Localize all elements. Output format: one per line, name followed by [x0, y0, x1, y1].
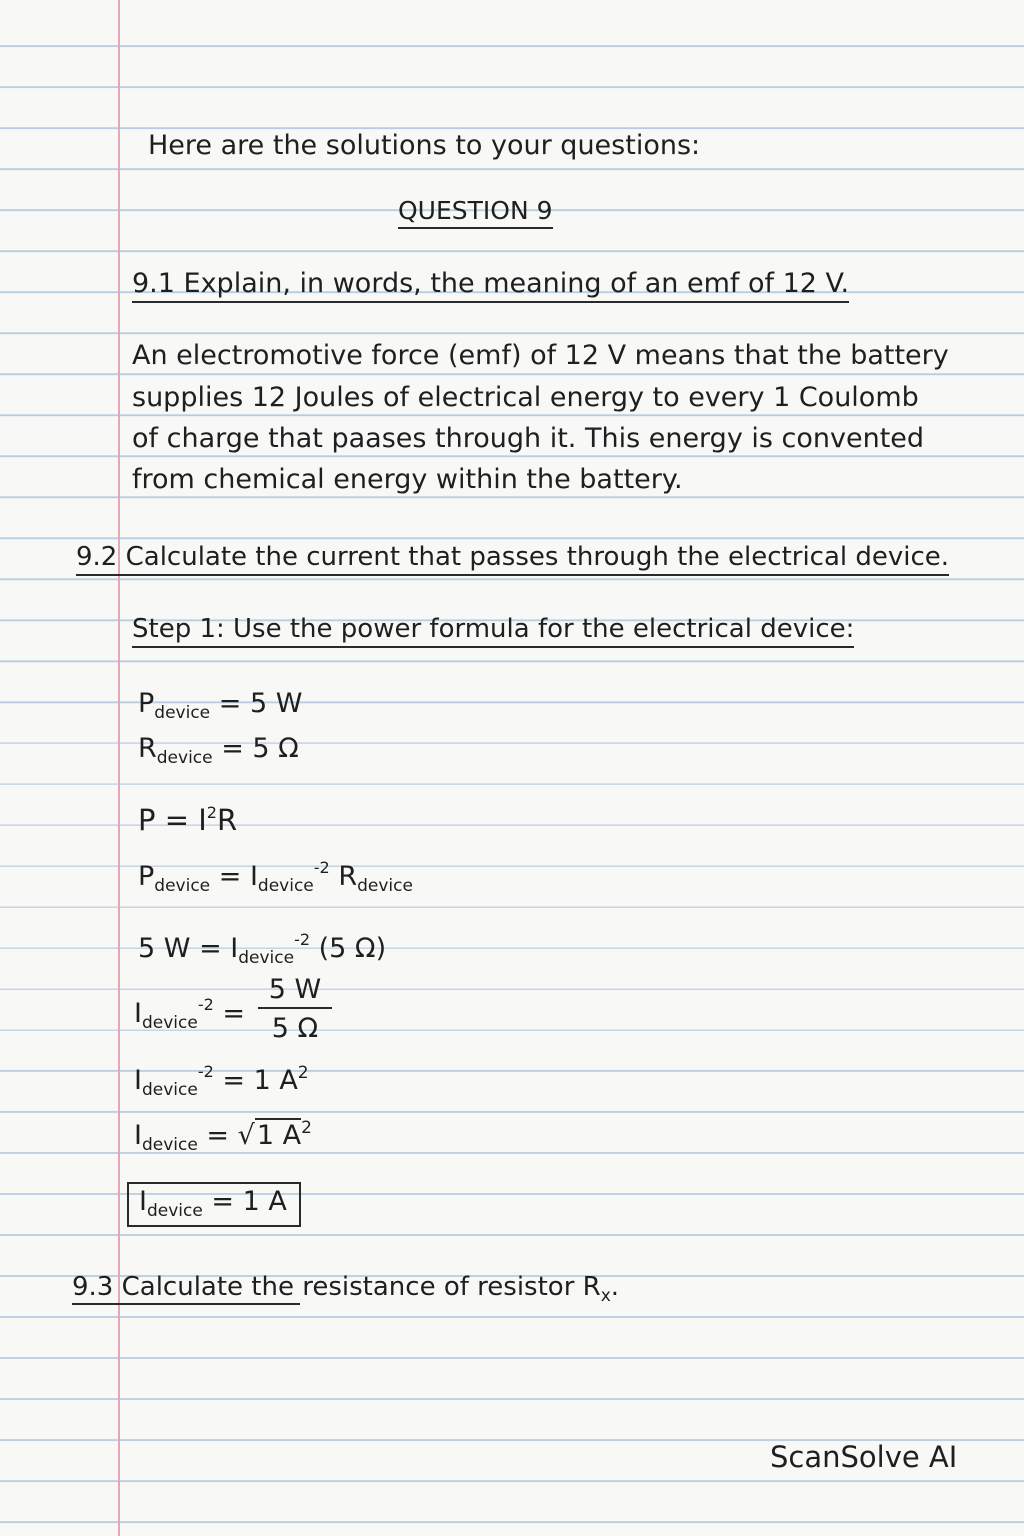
symbol-i: I — [249, 861, 258, 892]
q91-answer-line-1: An electromotive force (emf) of 12 V means that the battery — [132, 340, 949, 371]
symbol-r: R — [338, 861, 358, 892]
fraction-denominator: 5 Ω — [271, 1013, 319, 1044]
equals-sign: = — [222, 998, 245, 1029]
superscript-neg2: -2 — [197, 995, 214, 1014]
eq-substituted — [138, 930, 386, 968]
q93-heading — [72, 1272, 619, 1306]
superscript-neg2: -2 — [197, 1062, 214, 1081]
eq-resistance-given — [138, 733, 299, 768]
q93-heading-subscript: x — [600, 1286, 611, 1306]
question-title — [398, 196, 553, 226]
q91-answer-line-2: supplies 12 Joules of electrical energy to every 1 Coulomb — [132, 382, 919, 413]
symbol-i: I — [134, 1065, 142, 1096]
q93-heading-text: 9.3 Calculate the resistance of resistor R — [72, 1272, 601, 1302]
subscript-device: device — [257, 876, 314, 896]
subscript-device: device — [146, 1201, 203, 1221]
q92-heading — [76, 542, 949, 573]
resistance-paren: (5 Ω) — [318, 933, 387, 964]
symbol-i: I — [134, 998, 142, 1029]
eq-power-formula — [138, 803, 237, 838]
subscript-device: device — [141, 1135, 198, 1155]
resistance-value: 5 Ω — [252, 733, 299, 764]
symbol-i: I — [139, 1186, 147, 1217]
q93-underline — [72, 1303, 300, 1305]
symbol-p: P — [138, 861, 155, 892]
symbol-i: I — [134, 1120, 142, 1151]
superscript-2: 2 — [297, 1063, 309, 1083]
power-value: 5 W — [138, 933, 191, 964]
subscript-device: device — [156, 748, 213, 768]
subscript-device: device — [154, 703, 211, 723]
superscript-2: 2 — [206, 803, 217, 822]
superscript-neg2: -2 — [313, 858, 330, 877]
q91-answer-line-4: from chemical energy within the battery. — [132, 464, 683, 495]
question-title-text: QUESTION 9 — [398, 196, 553, 229]
sqrt-content: 1 A — [256, 1120, 302, 1151]
equals-sign: = — [218, 861, 242, 892]
eq-fraction-lhs — [134, 995, 245, 1033]
sqrt-symbol: √ — [237, 1120, 255, 1151]
superscript-neg2: -2 — [294, 930, 311, 949]
equals-sign: = — [199, 933, 222, 964]
power-value: 5 W — [249, 688, 303, 719]
q93-heading-period: . — [610, 1272, 620, 1302]
symbol-p: P — [138, 688, 155, 719]
eq-power-given — [138, 688, 302, 723]
eq-current-squared — [134, 1062, 309, 1100]
q91-heading — [132, 268, 849, 300]
final-answer-box — [127, 1182, 301, 1227]
equals-sign: = — [221, 733, 244, 764]
final-answer-value: = 1 A — [211, 1186, 287, 1217]
eq-power-device — [138, 858, 413, 896]
formula-r: R — [216, 803, 238, 837]
subscript-device: device — [154, 876, 211, 896]
subscript-device: device — [141, 1080, 198, 1100]
symbol-i: I — [230, 933, 239, 964]
squared-result: = 1 A — [222, 1065, 298, 1096]
scansolve-watermark: ScanSolve AI — [770, 1440, 958, 1474]
subscript-device: device — [141, 1013, 198, 1033]
fraction — [258, 974, 332, 1044]
formula-lhs: P = I — [138, 803, 207, 837]
eq-square-root — [134, 1118, 312, 1155]
equals-sign: = — [206, 1120, 230, 1151]
q92-heading-text: 9.2 Calculate the current that passes through the electrical device. — [76, 542, 949, 576]
q92-step1 — [132, 614, 854, 645]
subscript-device: device — [238, 948, 295, 968]
intro-text: Here are the solutions to your questions: — [148, 130, 701, 161]
q92-step1-text: Step 1: Use the power formula for the electrical device: — [132, 614, 854, 648]
symbol-r: R — [138, 733, 157, 764]
equals-sign: = — [218, 688, 242, 719]
q91-answer-line-3: of charge that paases through it. This energy is convented — [132, 423, 925, 454]
q91-heading-text: 9.1 Explain, in words, the meaning of an emf of 12 V. — [132, 268, 849, 303]
subscript-device: device — [357, 876, 413, 896]
fraction-numerator: 5 W — [258, 974, 332, 1009]
superscript-2: 2 — [301, 1118, 312, 1138]
